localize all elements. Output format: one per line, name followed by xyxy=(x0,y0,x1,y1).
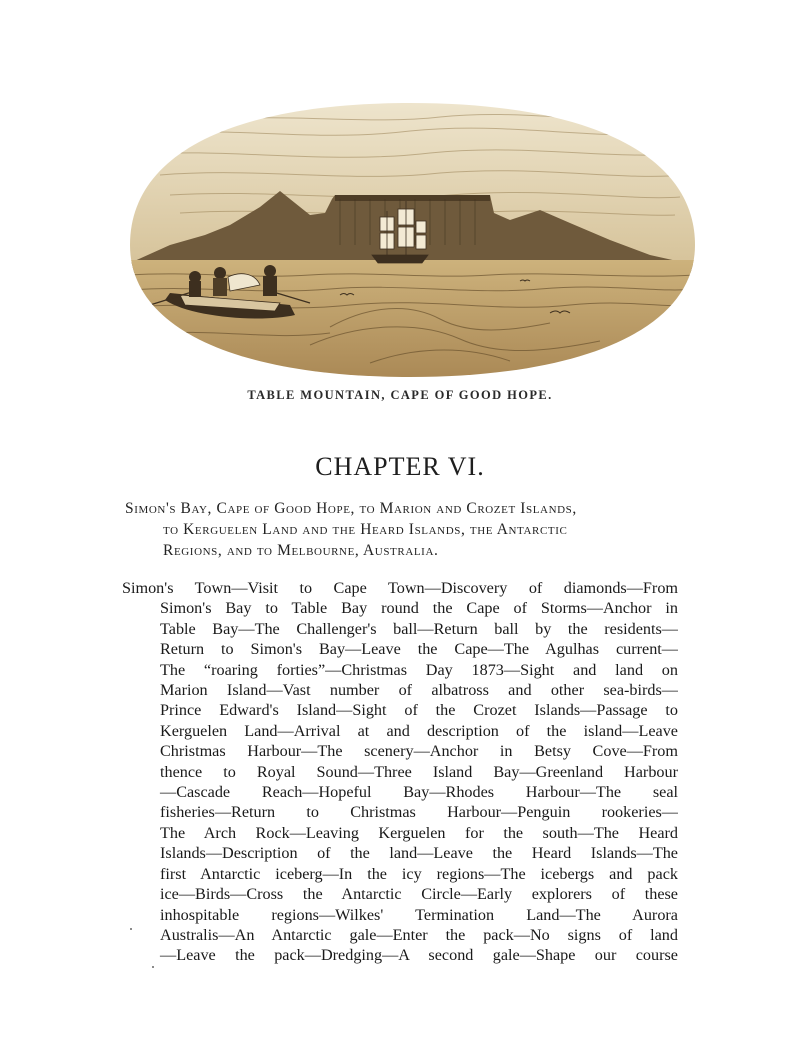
margin-mark xyxy=(130,928,132,930)
synopsis-line: Return to Simon's Bay—Leave the Cape—The Agulhas current— xyxy=(160,640,678,659)
synopsis-line: fisheries—Return to Christmas Harbour—Penguin rookeries— xyxy=(160,803,678,822)
synopsis-line: The “roaring forties”—Christmas Day 1873—Sight and land on xyxy=(160,660,678,679)
synopsis-line: Islands—Description of the land—Leave the Heard Islands—The xyxy=(160,844,678,863)
chapter-synopsis xyxy=(122,578,678,966)
synopsis-line: Table Bay—The Challenger's ball—Return ball by the residents— xyxy=(160,619,678,638)
synopsis-line: Marion Island—Vast number of albatross and other sea-birds— xyxy=(160,681,678,700)
table-mountain-engraving xyxy=(110,95,710,385)
synopsis-line: first Antarctic iceberg—In the icy regions—The icebergs and pack xyxy=(160,864,678,883)
chapter-heading-line: Regions, and to Melbourne, Australia. xyxy=(163,542,439,559)
margin-mark xyxy=(152,966,154,968)
synopsis-line: Prince Edward's Island—Sight of the Crozet Islands—Passage to xyxy=(160,701,678,720)
synopsis-line: —Leave the pack—Dredging—A second gale—Shape our course xyxy=(160,946,678,965)
synopsis-line: Simon's Town—Visit to Cape Town—Discovery of diamonds—From xyxy=(122,579,678,597)
synopsis-line: Christmas Harbour—The scenery—Anchor in Betsy Cove—From xyxy=(160,742,678,761)
synopsis-line: ice—Birds—Cross the Antarctic Circle—Early explorers of these xyxy=(160,885,678,904)
illustration-caption: TABLE MOUNTAIN, CAPE OF GOOD HOPE. xyxy=(247,388,553,402)
chapter-heading xyxy=(125,498,685,561)
chapter-title: CHAPTER VI. xyxy=(315,452,485,481)
chapter-heading-line: Simon's Bay, Cape of Good Hope, to Marion and Crozet Islands, xyxy=(125,500,577,517)
synopsis-line: Kerguelen Land—Arrival at and description of the island—Leave xyxy=(160,721,678,740)
synopsis-line: thence to Royal Sound—Three Island Bay—Greenland Harbour xyxy=(160,762,678,781)
synopsis-line: Australis—An Antarctic gale—Enter the pack—No signs of land xyxy=(160,925,678,944)
synopsis-line: —Cascade Reach—Hopeful Bay—Rhodes Harbour—The seal xyxy=(160,783,678,802)
synopsis-line: inhospitable regions—Wilkes' Termination Land—The Aurora xyxy=(160,905,678,924)
synopsis-line: Simon's Bay to Table Bay round the Cape of Storms—Anchor in xyxy=(160,599,678,618)
synopsis-line: The Arch Rock—Leaving Kerguelen for the south—The Heard xyxy=(160,823,678,842)
chapter-heading-line: to Kerguelen Land and the Heard Islands, the Antarctic xyxy=(163,521,568,538)
